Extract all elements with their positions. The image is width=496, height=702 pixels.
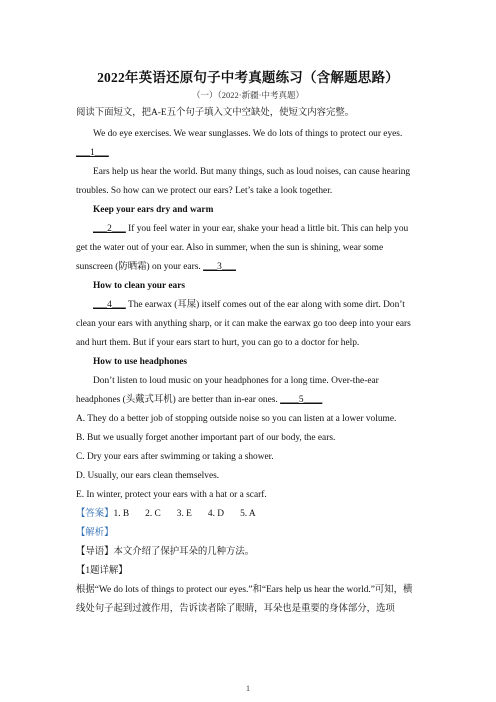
blank-1 (76, 147, 422, 159)
blank-5-marker: ____5____ (280, 395, 323, 405)
answer-item: 5. A (240, 509, 256, 519)
blank-1-marker: ___1___ (76, 148, 109, 158)
blank-4-marker: ___4___ (93, 300, 126, 310)
paragraph-5-line-2 (76, 394, 422, 406)
paragraph-4-line-3: and hurt them. But if your ears start to hurt, you can go to a doctor for help. (76, 338, 360, 348)
paragraph-2-line-1: Ears help us hear the world. But many things, such as loud noises, can cause hearing (93, 167, 411, 177)
paragraph-1: We do eye exercises. We wear sunglasses. We do lots of things to protect our eyes. (93, 129, 403, 139)
paragraph-4-line-1 (93, 299, 422, 311)
paragraph-3-line-3 (76, 261, 422, 273)
paragraph-2-line-2: troubles. So how can we protect our ears? Let’s take a look together. (76, 186, 333, 196)
analysis-label: 【解析】 (76, 528, 114, 538)
paragraph-5-line-2-text: headphones (头戴式耳机) are better than in-ear ones. (76, 395, 281, 405)
answer-item: 4. D (207, 509, 225, 519)
option-a: A. They do a better job of stopping outside noise so you can listen at a lower volume. (76, 414, 397, 424)
paragraph-4-line-1-text: The earwax (耳屎) itself comes out of the ear along with some dirt. Don’t (125, 300, 405, 310)
question-1-label: 【1题详解】 (76, 566, 128, 576)
question-1-explanation-line-1: 根据“We do lots of things to protect our eyes.”和“Ears help us hear the world.”可知，横 (76, 585, 413, 595)
page-title: 2022年英语还原句子中考真题练习（含解题思路） (97, 70, 399, 85)
answer-item: 2. C (145, 509, 161, 519)
paragraph-3-line-2: get the water out of your ear. Also in summer, when the sun is shining, wear some (76, 243, 384, 253)
section-heading-dry-warm: Keep your ears dry and warm (93, 205, 214, 215)
section-heading-headphones: How to use headphones (93, 357, 188, 367)
option-d: D. Usually, our ears clean themselves. (76, 471, 220, 481)
paragraph-3-line-1 (93, 223, 422, 235)
paragraph-5-line-1: Don’t listen to loud music on your headphones for a long time. Over-the-ear (93, 376, 379, 386)
answer-label: 【答案】 (76, 509, 114, 519)
guide-text: 【导语】本文介绍了保护耳朵的几种方法。 (76, 547, 255, 557)
paragraph-4-line-2: clean your ears with anything sharp, or it can make the earwax go too deep into your ears (76, 319, 411, 329)
option-c: C. Dry your ears after swimming or taking a shower. (76, 452, 274, 462)
page-number: 1 (246, 684, 250, 693)
answer-item: 3. E (176, 509, 192, 519)
option-b: B. But we usually forget another important part of our body, the ears. (76, 433, 336, 443)
blank-2-marker: ___2___ (93, 224, 126, 234)
paragraph-3-line-3-text: sunscreen (防晒霜) on your ears. (76, 262, 204, 272)
blank-3-marker: ___3___ (203, 262, 236, 272)
source-subtitle: （一）（2022·新疆·中考真题） (192, 90, 304, 100)
answer-key (76, 508, 422, 520)
paragraph-3-line-1-text: If you feel water in your ear, shake your head a little bit. This can help you (125, 224, 409, 234)
section-heading-clean: How to clean your ears (93, 281, 186, 291)
option-e: E. In winter, protect your ears with a hat or a scarf. (76, 490, 267, 500)
instruction-text: 阅读下面短文，把A-E五个句子填入文中空缺处，使短文内容完整。 (76, 108, 355, 118)
answer-item: 1. B (113, 509, 130, 519)
question-1-explanation-line-2: 线处句子起到过渡作用，告诉读者除了眼睛，耳朵也是重要的身体部分，选项 (76, 604, 395, 614)
